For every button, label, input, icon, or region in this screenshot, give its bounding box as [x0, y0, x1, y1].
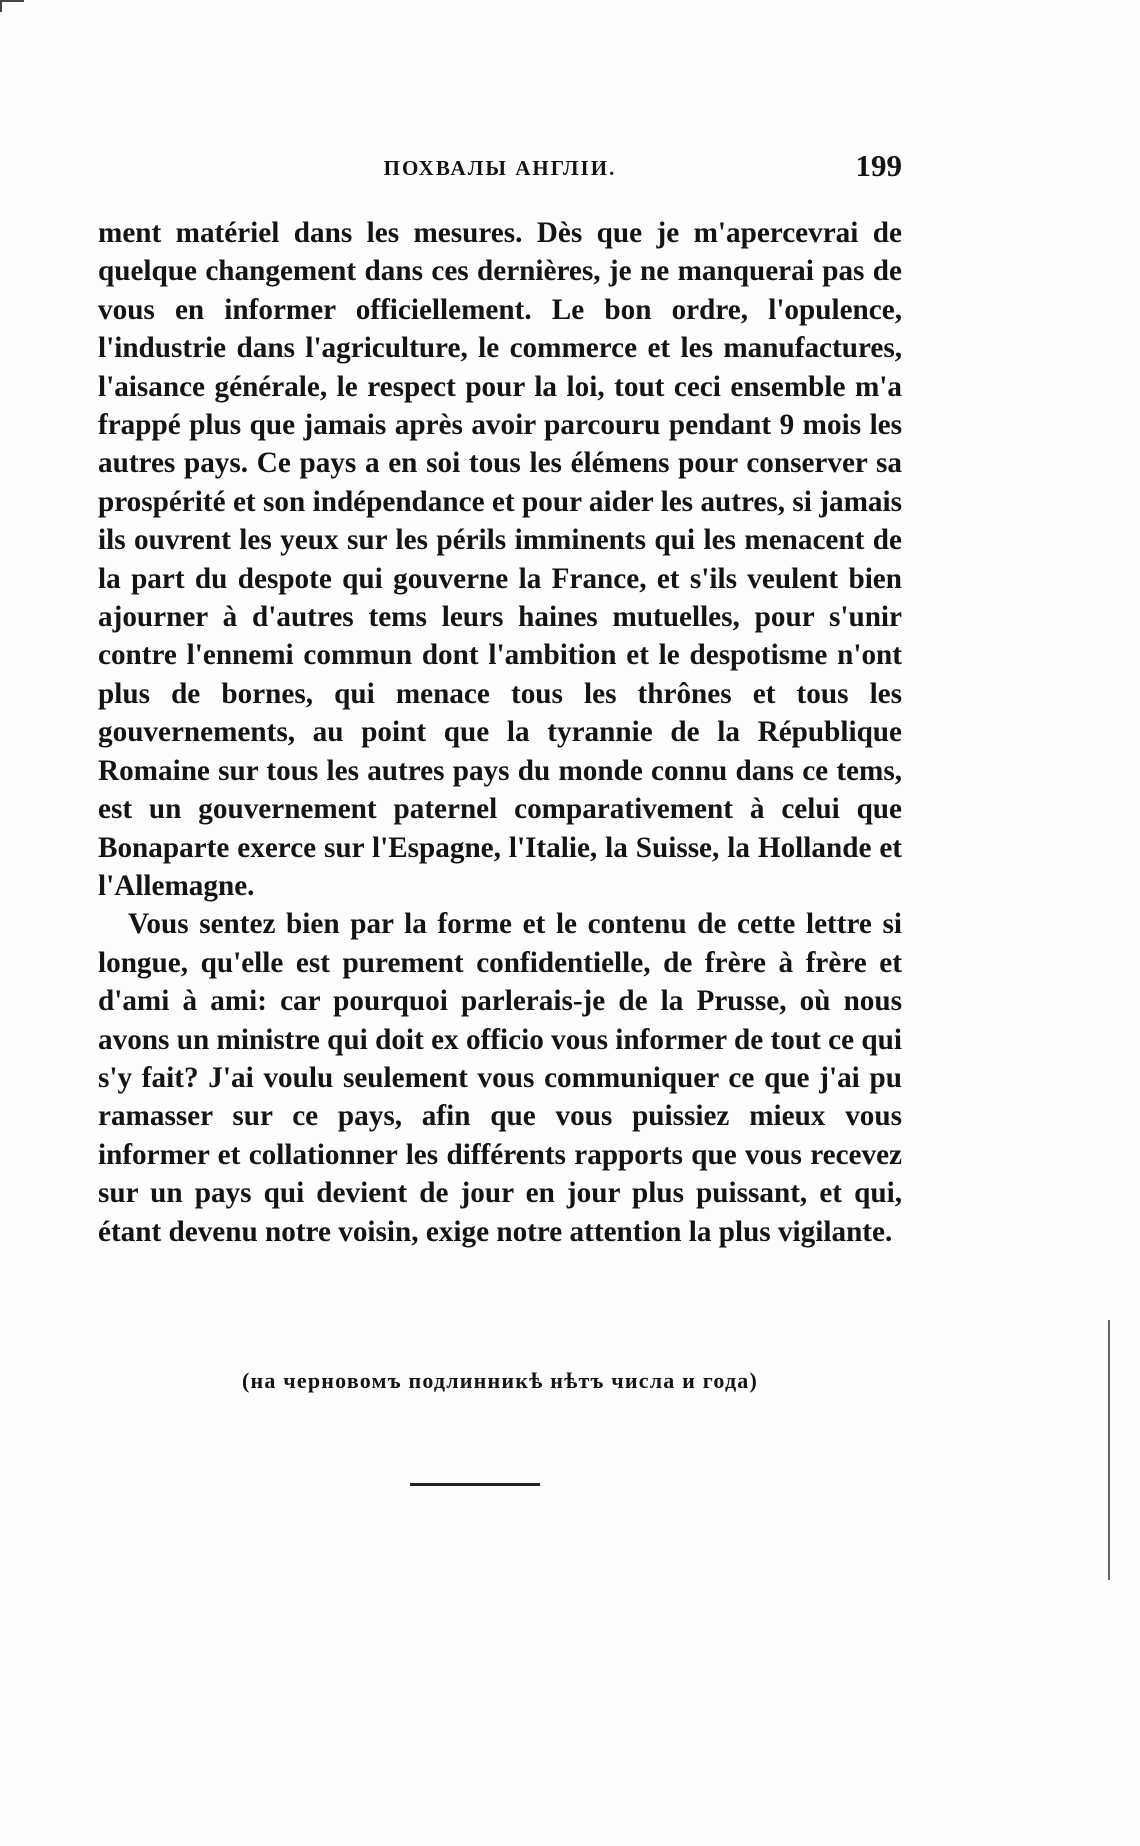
editorial-note: (на черновомъ подлинникѣ нѣтъ числа и года): [242, 1368, 758, 1393]
scan-corner-mark: [0, 0, 24, 2]
closing-rule: [410, 1483, 540, 1486]
page-number: 199: [855, 148, 902, 183]
paragraph-1: ment matériel dans les mesures. Dès que je m'apercevrai de quelque changement dans ces dernières, je ne manquerai pas de vous en informer officiellement. Le bon ordre, l'opulence, l'industrie dans l'agriculture, le commerce et les manufactures, l'aisance générale, le respect pour la loi, tout ceci ensemble m'a frappé plus que jamais après avoir parcouru pendant 9 mois les autres pays. Ce pays a en soi tous les élémens pour conserver sa prospérité et son indépendance et pour aider les autres, si jamais ils ouvrent les yeux sur les périls imminents qui les menacent de la part du despote qui gouverne la France, et s'ils veulent bien ajourner à d'autres tems leurs haines mutuelles, pour s'unir contre l'ennemi commun dont l'ambition et le despotisme n'ont plus de bornes, qui menace tous les thrônes et tous les gouvernements, au point que la tyrannie de la République Romaine sur tous les autres pays du monde connu dans ce tems, est un gouvernement paternel comparativement à celui que Bonaparte exerce sur l'Espagne, l'Italie, la Suisse, la Hollande et l'Allemagne.: [98, 217, 902, 902]
paragraph-2: Vous sentez bien par la forme et le contenu de cette lettre si longue, qu'elle est purement confidentielle, de frère à frère et d'ami à ami: car pourquoi parlerais-je de la Prusse, où nous avons un ministre qui doit ex officio vous informer de tout ce qui s'y fait? J'ai voulu seulement vous communiquer ce que j'ai pu ramasser sur ce pays, afin que vous puissiez mieux vous informer et collationner les différents rapports que vous recevez sur un pays qui devient de jour en jour plus puissant, et qui, étant devenu notre voisin, exige notre attention la plus vigilante.: [98, 908, 902, 1248]
scan-edge-line: [1108, 1320, 1110, 1580]
body-text: [98, 214, 902, 1251]
page-header: [98, 148, 902, 188]
running-head: ПОХВАЛЫ АНГЛІИ.: [383, 156, 617, 180]
